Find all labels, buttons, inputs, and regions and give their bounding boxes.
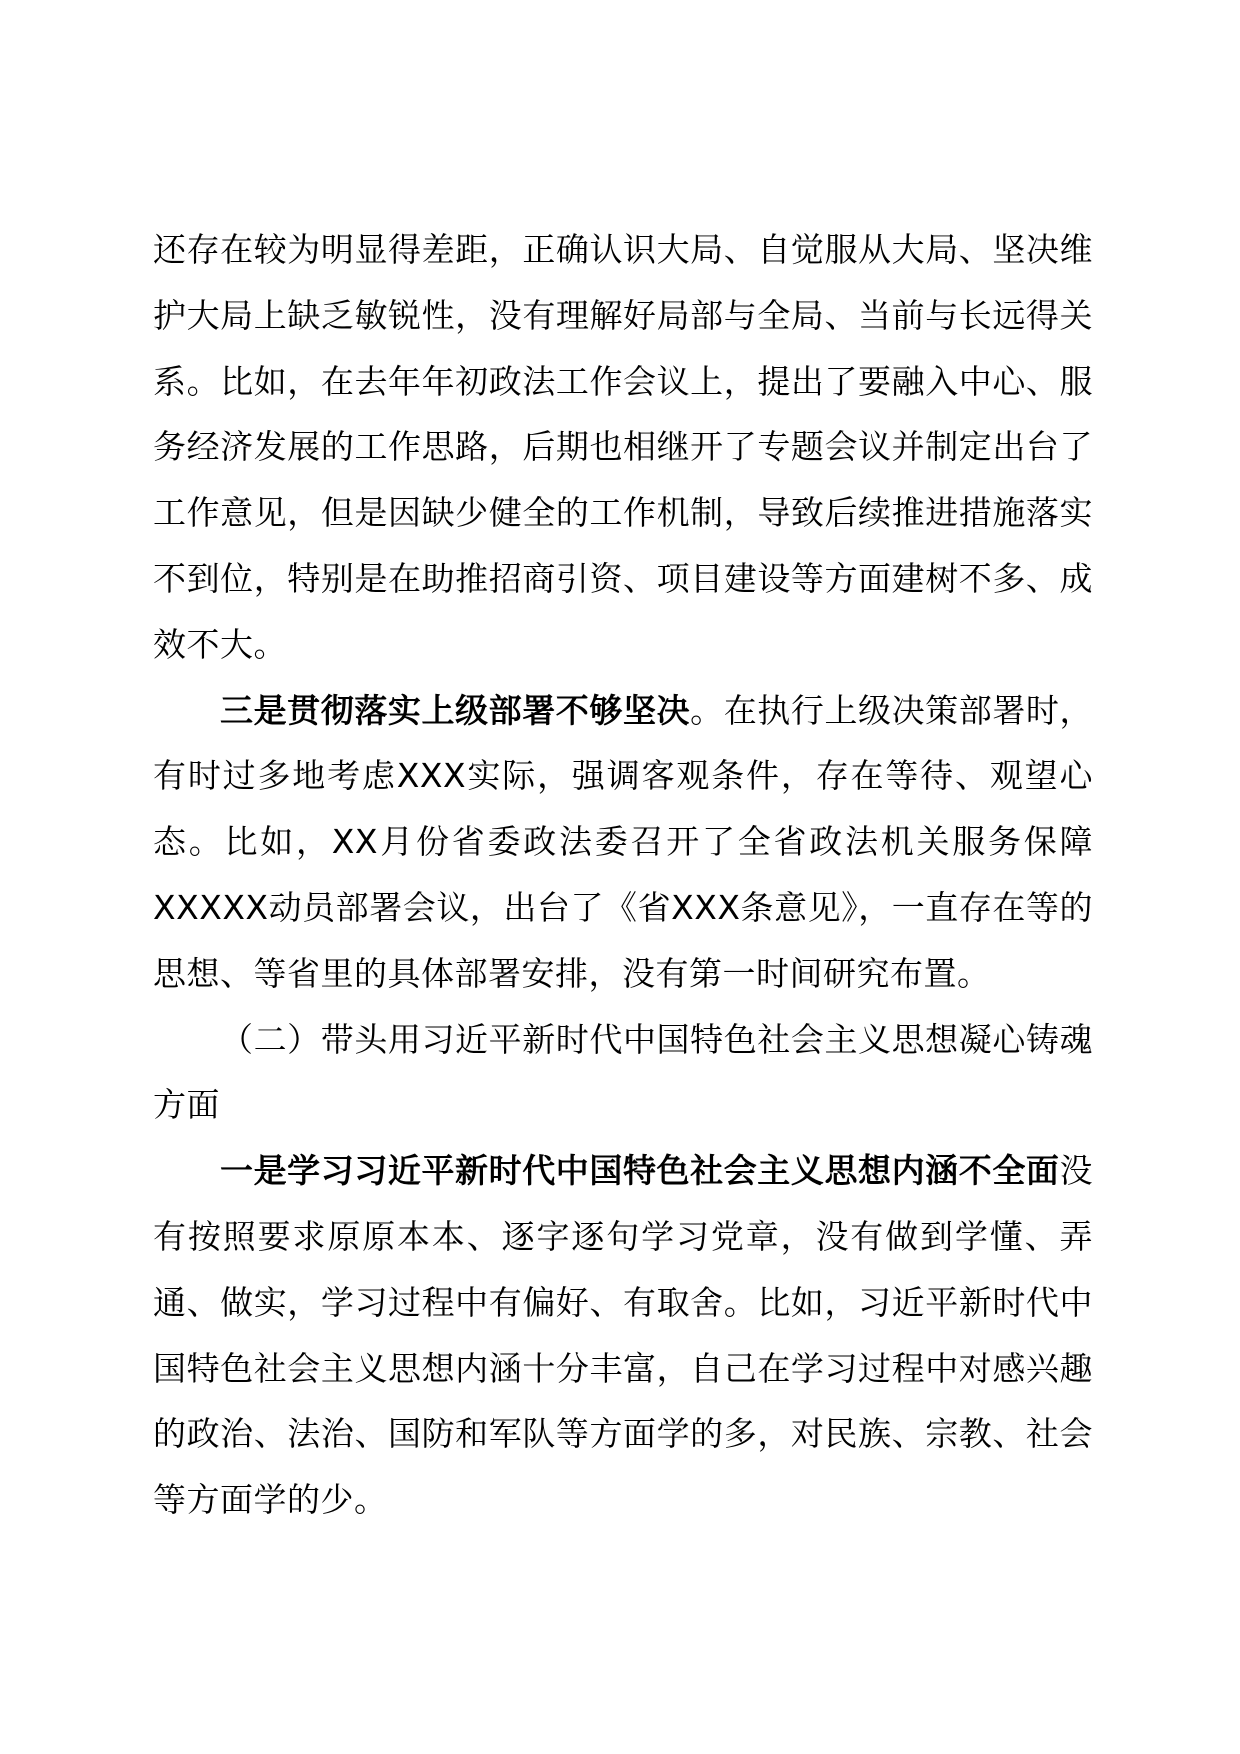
document-body	[153, 217, 1093, 1533]
point-one-heading: 一是学习习近平新时代中国特色社会主义思想内涵不全面	[220, 1151, 1060, 1191]
point-one-text: 没有按照要求原原本本、逐字逐句学习党章，没有做到学懂、弄通、做实，学习过程中有偏好、有取舍。比如，习近平新时代中国特色社会主义思想内涵十分丰富，自己在学习过程中对感兴趣的政治、法治、国防和军队等方面学的多，对民族、宗教、社会等方面学的少。	[153, 1151, 1093, 1520]
paragraph-point-one	[153, 1138, 1093, 1533]
point-three-heading: 三是贯彻落实上级部署不够坚决	[220, 690, 691, 730]
paragraph-point-three	[153, 678, 1093, 1007]
paragraph-continuation: 还存在较为明显得差距，正确认识大局、自觉服从大局、坚决维护大局上缺乏敏锐性，没有理解好局部与全局、当前与长远得关系。比如，在去年年初政法工作会议上，提出了要融入中心、服务经济发展的工作思路，后期也相继开了专题会议并制定出台了工作意见，但是因缺少健全的工作机制，导致后续推进措施落实不到位，特别是在助推招商引资、项目建设等方面建树不多、成效不大。	[153, 230, 1093, 664]
section-heading-two: （二）带头用习近平新时代中国特色社会主义思想凝心铸魂方面	[153, 1019, 1093, 1125]
point-three-text: 。在执行上级决策部署时，有时过多地考虑XXX实际，强调客观条件，存在等待、观望心态。比如，XX月份省委政法委召开了全省政法机关服务保障XXXXX动员部署会议，出台了《省XXX条意见》，一直存在等的思想、等省里的具体部署安排，没有第一时间研究布置。	[153, 690, 1094, 993]
